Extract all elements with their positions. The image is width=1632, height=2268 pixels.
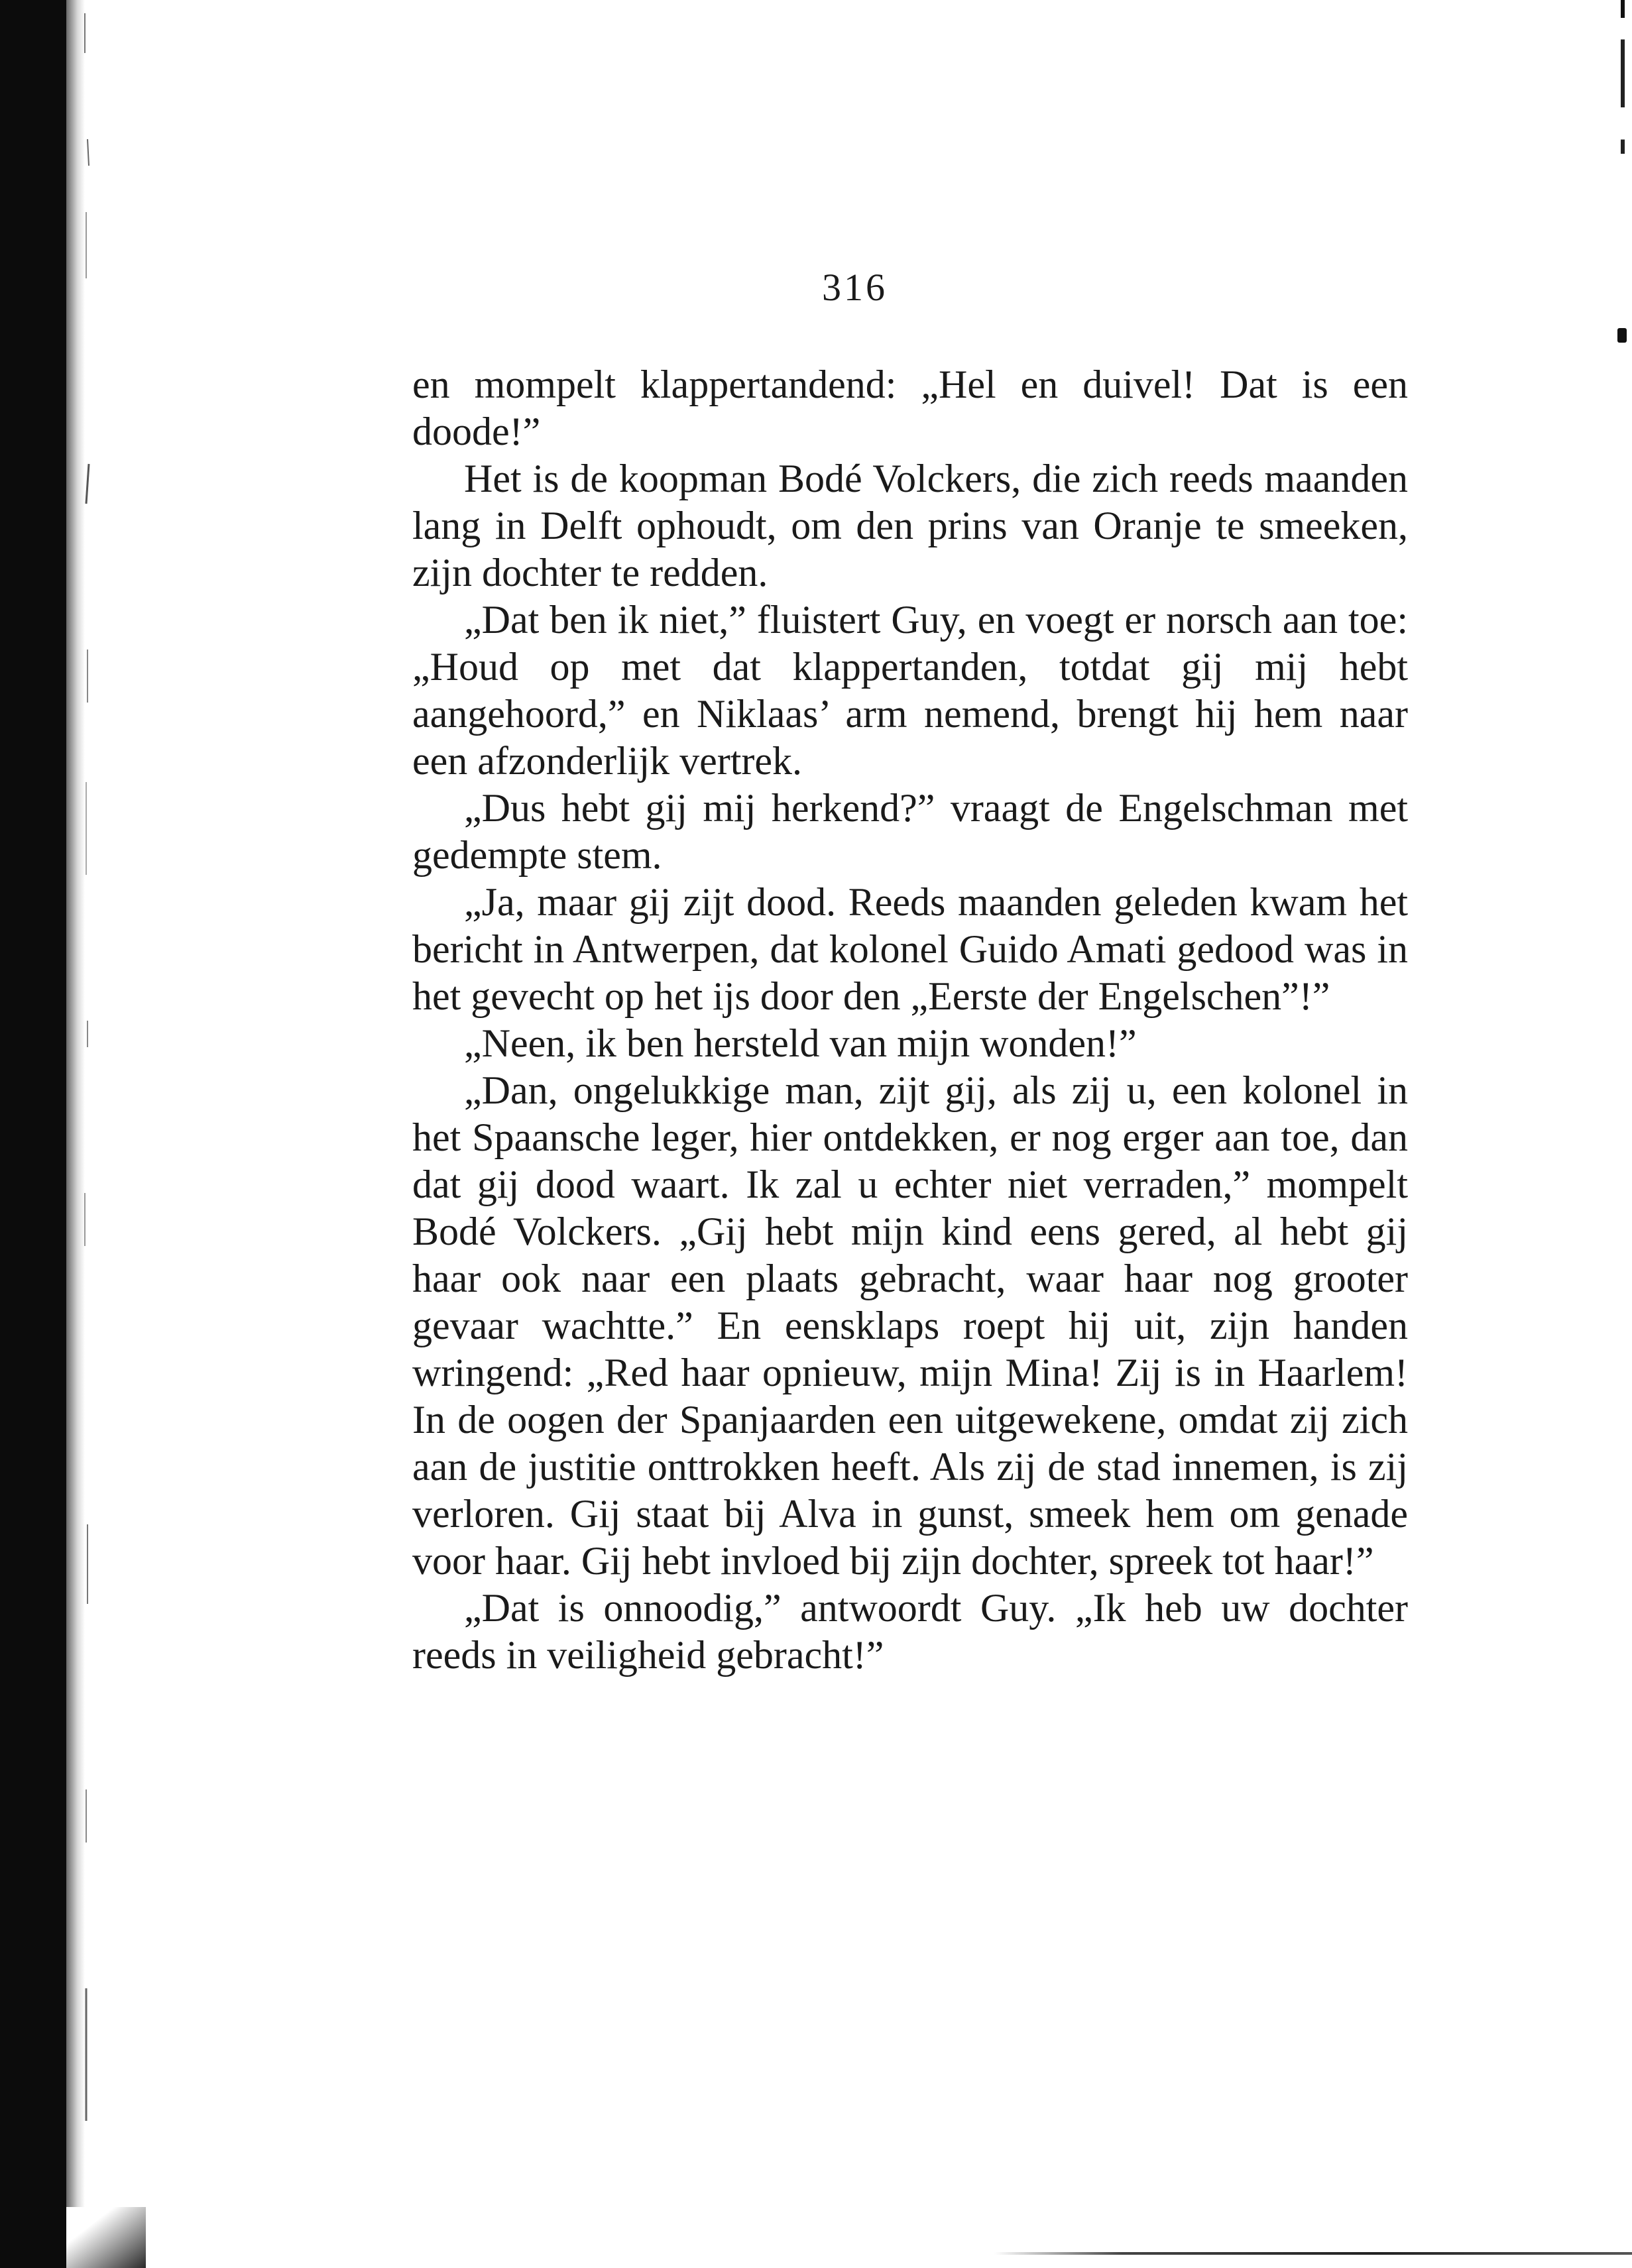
- paragraph: Het is de koopman Bodé Volckers, die zich reeds maanden lang in Delft ophoudt, om den prins van Oranje te smeeken, zijn dochter te redden.: [412, 457, 1408, 595]
- right-edge-scan-mark: [1621, 0, 1625, 179]
- paragraph: „Dan, ongelukkige man, zijt gij, als zij u, een kolonel in het Spaansche leger, hier ontdekken, er nog erger aan toe, dan dat gij dood waart. Ik zal u echter niet verraden,” mompelt Bodé Volckers. „Gij hebt mijn kind eens gered, al hebt gij haar ook naar een plaats gebracht, waar haar nog grooter gevaar wachtte.” En eensklaps roept hij uit, zijn handen wringend: „Red haar opnieuw, mijn Mina! Zij is in Haarlem! In de oogen der Spanjaarden een uitgewekene, omdat zij zich aan de justitie onttrokken heeft. Als zij de stad innemen, is zij verloren. Gij staat bij Alva in gunst, smeek hem om genade voor haar. Gij hebt invloed bij zijn dochter, spreek tot haar!”: [412, 1068, 1408, 1583]
- paragraph: „Neen, ik ben hersteld van mijn wonden!”: [464, 1021, 1137, 1065]
- bottom-edge-shadow: [994, 2252, 1632, 2255]
- paragraph: „Dat ben ik niet,” fluistert Guy, en voegt er norsch aan toe: „Houd op met dat klappertanden, totdat gij mij hebt aangehoord,” en Niklaas’ arm nemend, brengt hij hem naar een afzonderlijk vertrek.: [412, 598, 1408, 783]
- right-edge-dot: [1617, 328, 1627, 343]
- paragraph: „Dat is onnoodig,” antwoordt Guy. „Ik heb uw dochter reeds in veiligheid gebracht!”: [412, 1586, 1408, 1677]
- paragraph: „Dus hebt gij mij herkend?” vraagt de Engelschman met gedempte stem.: [412, 786, 1408, 877]
- gutter-scan-marks: [78, 0, 98, 2268]
- paragraph: en mompelt klappertandend: „Hel en duivel! Dat is een doode!”: [412, 363, 1408, 453]
- page-number: 316: [822, 266, 888, 309]
- paragraph: „Ja, maar gij zijt dood. Reeds maanden geleden kwam het bericht in Antwerpen, dat kolonel Guido Amati gedood was in het gevecht op het ijs door den „Eerste der Engelschen”!”: [412, 880, 1408, 1018]
- book-spine-shadow: [0, 0, 66, 2268]
- body-text: [412, 361, 1408, 1679]
